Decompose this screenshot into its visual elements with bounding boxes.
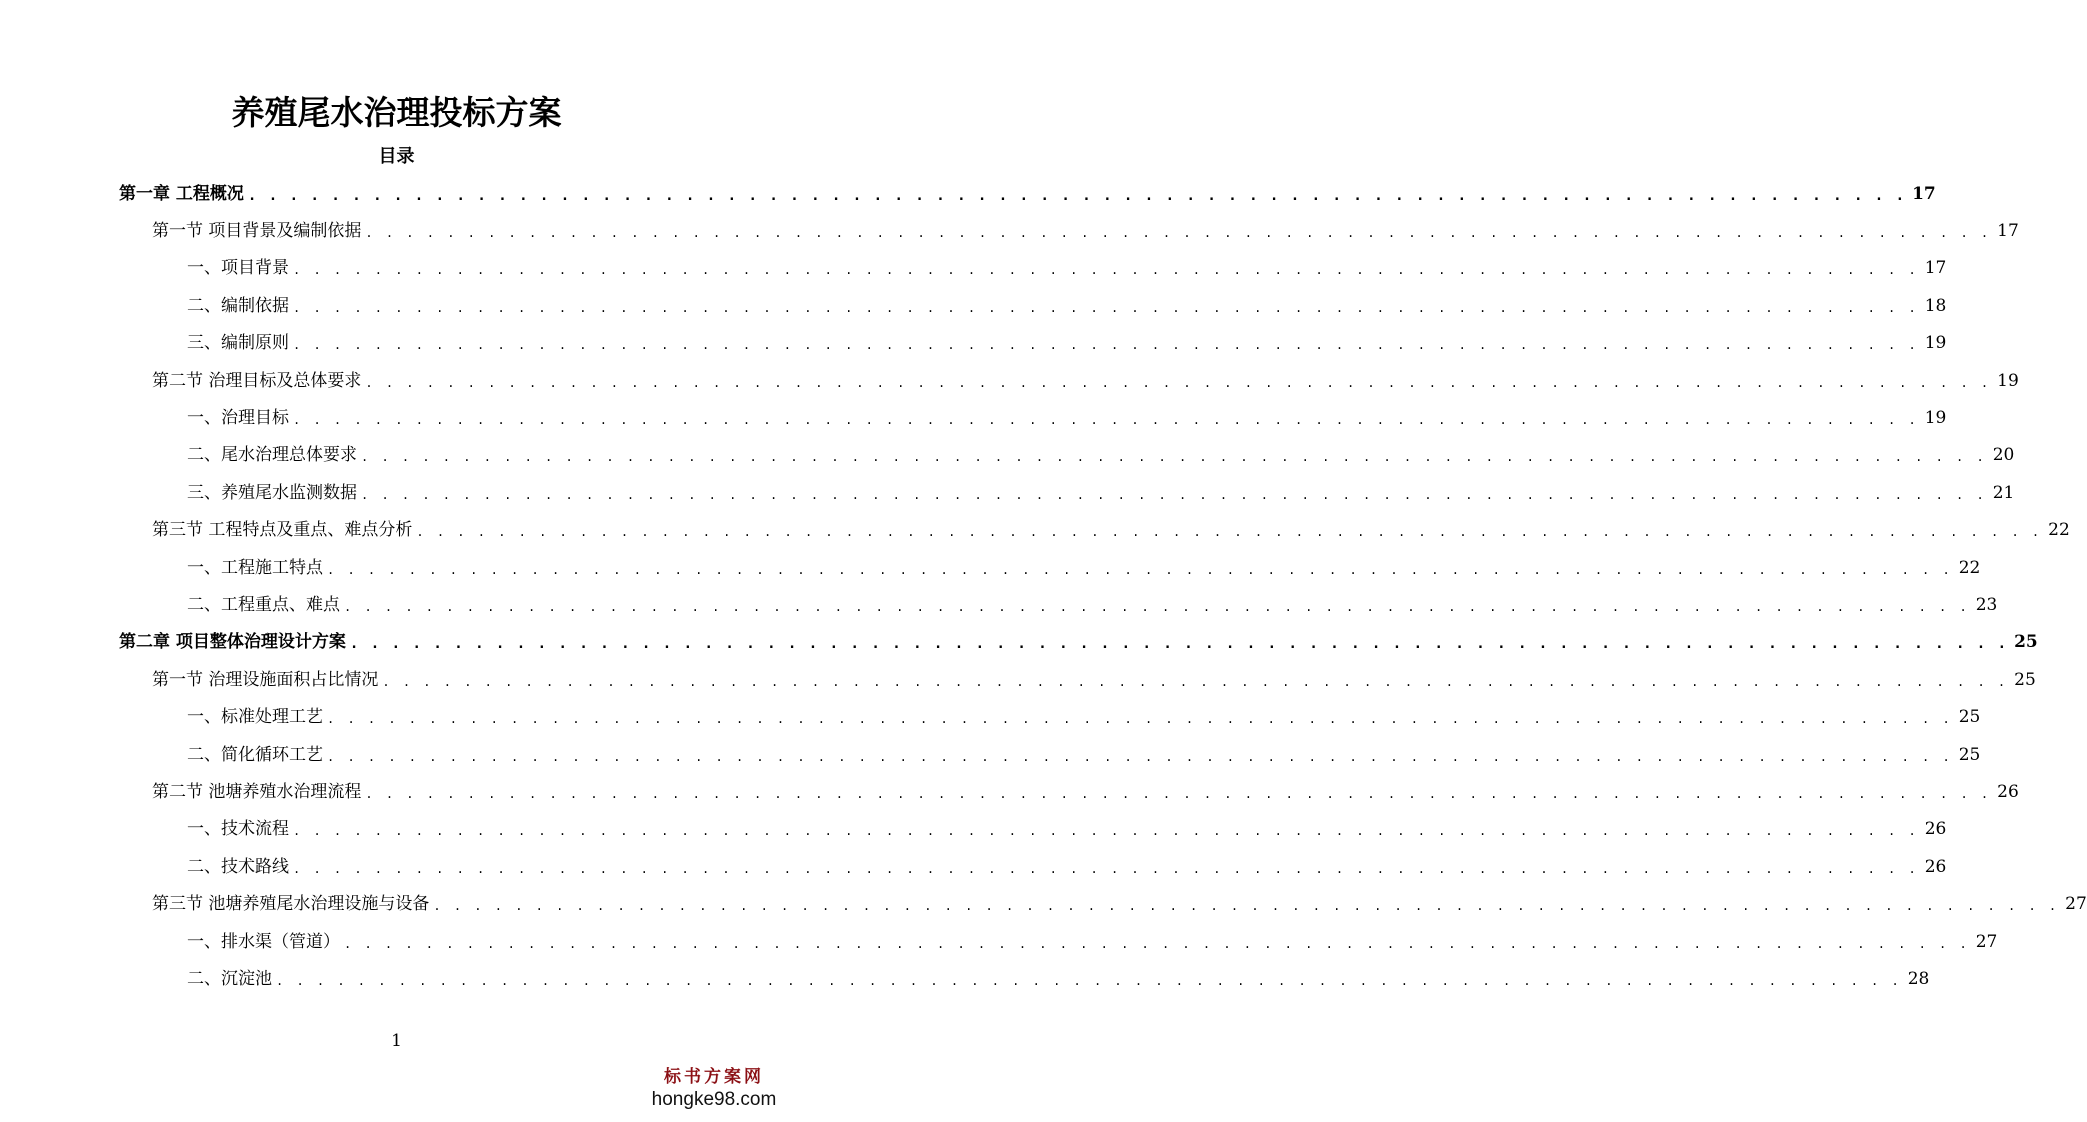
- toc-entry-label: 二、沉淀池: [187, 969, 272, 990]
- toc-leader-dots: . . . . . . . . . . . . . . . . . . . . . . . . . . . . . . . . . . . . . . . . . . . . . . . . . . . . . . . . . . . . . . . . . . . . . . . . . . . . . . . .: [293, 300, 1919, 315]
- toc-entry[interactable]: [187, 848, 1947, 885]
- toc-leader-dots: . . . . . . . . . . . . . . . . . . . . . . . . . . . . . . . . . . . . . . . . . . . . . . . . . . . . . . . . . . . . . . . . . . . . . . . . . . . . . . . .: [365, 375, 1992, 390]
- toc-entry-label: 三、编制原则: [187, 333, 289, 354]
- toc-entry[interactable]: [187, 586, 1998, 623]
- toc-leader-dots: . . . . . . . . . . . . . . . . . . . . . . . . . . . . . . . . . . . . . . . . . . . . . . . . . . . . . . . . . . . . . . . . . . . . . . . . . . . . . . . .: [293, 338, 1919, 353]
- toc-entry[interactable]: [187, 250, 1947, 287]
- toc-leader-dots: . . . . . . . . . . . . . . . . . . . . . . . . . . . . . . . . . . . . . . . . . . . . . . . . . . . . . . . . . . . . . . . . . . . . . . . . . . . . . . . .: [344, 936, 1970, 951]
- toc-entry-page: 22: [1958, 557, 1981, 578]
- toc-entry[interactable]: [187, 325, 1947, 362]
- toc-entry[interactable]: [152, 512, 2070, 549]
- toc-entry-page: 26: [1997, 782, 2019, 803]
- toc-entry[interactable]: [187, 960, 1930, 997]
- toc-entry-page: 27: [1975, 931, 1998, 952]
- toc-leader-dots: . . . . . . . . . . . . . . . . . . . . . . . . . . . . . . . . . . . . . . . . . . . . . . . . . . . . . . . . . . . . . . . . . . . . . . . . . . . . . . . .: [327, 749, 1953, 764]
- toc-entry[interactable]: [152, 661, 2036, 698]
- toc-leader-dots: . . . . . . . . . . . . . . . . . . . . . . . . . . . . . . . . . . . . . . . . . . . . . . . . . . . . . . . . . . . . . . . . . . . . . . . . . . . . . . . .: [361, 487, 1987, 502]
- toc-entry-page: 22: [2048, 520, 2070, 541]
- toc-entry-label: 第二章 项目整体治理设计方案: [119, 632, 346, 653]
- toc-entry-label: 第一节 项目背景及编制依据: [152, 221, 362, 242]
- toc-entry[interactable]: [187, 923, 1998, 960]
- toc-entry[interactable]: [187, 811, 1947, 848]
- page-number: 1: [391, 1031, 402, 1051]
- toc-leader-dots: . . . . . . . . . . . . . . . . . . . . . . . . . . . . . . . . . . . . . . . . . . . . . . . . . . . . . . . . . . . . . . . . . . . . . . . . . . . . . . . .: [293, 413, 1919, 428]
- toc-leader-dots: . . . . . . . . . . . . . . . . . . . . . . . . . . . . . . . . . . . . . . . . . . . . . . . . . . . . . . . . . . . . . . . . . . . . . . . . . . . . . . . .: [327, 562, 1953, 577]
- toc-entry-page: 18: [1924, 295, 1947, 316]
- toc-entry-label: 一、工程施工特点: [187, 557, 323, 578]
- toc-entry-label: 第二节 池塘养殖水治理流程: [152, 782, 362, 803]
- toc-leader-dots: . . . . . . . . . . . . . . . . . . . . . . . . . . . . . . . . . . . . . . . . . . . . . . . . . . . . . . . . . . . . . . . . . . . . . . . . . . . . . . . .: [361, 450, 1987, 465]
- toc-entry[interactable]: [119, 624, 2038, 661]
- toc-entry[interactable]: [119, 175, 1936, 212]
- toc-leader-dots: . . . . . . . . . . . . . . . . . . . . . . . . . . . . . . . . . . . . . . . . . . . . . . . . . . . . . . . . . . . . . . . . . . . . . . . . . . . . . . . .: [293, 263, 1919, 278]
- toc-entry-label: 一、治理目标: [187, 408, 289, 429]
- toc-entry-page: 25: [2014, 632, 2038, 653]
- document-title: 养殖尾水治理投标方案: [231, 93, 562, 132]
- toc-entry-label: 三、养殖尾水监测数据: [187, 482, 357, 503]
- toc-leader-dots: . . . . . . . . . . . . . . . . . . . . . . . . . . . . . . . . . . . . . . . . . . . . . . . . . . . . . . . . . . . . . . . . . . . . . . . . . . . . . . . .: [349, 636, 2009, 653]
- toc-entry-page: 27: [2065, 894, 2087, 915]
- toc-entry-page: 25: [1958, 744, 1981, 765]
- toc-leader-dots: . . . . . . . . . . . . . . . . . . . . . . . . . . . . . . . . . . . . . . . . . . . . . . . . . . . . . . . . . . . . . . . . . . . . . . . . . . . . . . . .: [327, 712, 1953, 727]
- toc-entry-page: 26: [1924, 819, 1947, 840]
- toc-leader-dots: . . . . . . . . . . . . . . . . . . . . . . . . . . . . . . . . . . . . . . . . . . . . . . . . . . . . . . . . . . . . . . . . . . . . . . . . . . . . . . . .: [382, 674, 2009, 689]
- toc-entry-page: 19: [1924, 333, 1947, 354]
- toc-entry[interactable]: [152, 212, 2019, 249]
- toc-entry-page: 19: [1924, 408, 1947, 429]
- toc-entry[interactable]: [152, 362, 2019, 399]
- toc-entry[interactable]: [187, 399, 1947, 436]
- toc-entry-label: 第三节 工程特点及重点、难点分析: [152, 520, 413, 541]
- toc-entry-label: 第三节 池塘养殖尾水治理设施与设备: [152, 894, 430, 915]
- toc-leader-dots: . . . . . . . . . . . . . . . . . . . . . . . . . . . . . . . . . . . . . . . . . . . . . . . . . . . . . . . . . . . . . . . . . . . . . . . . . . . . . . . .: [293, 861, 1919, 876]
- toc-entry[interactable]: [187, 474, 2015, 511]
- toc-entry[interactable]: [152, 886, 2087, 923]
- toc-entry-label: 一、项目背景: [187, 258, 289, 279]
- toc-leader-dots: . . . . . . . . . . . . . . . . . . . . . . . . . . . . . . . . . . . . . . . . . . . . . . . . . . . . . . . . . . . . . . . . . . . . . . . . . . . . . . . .: [247, 187, 1907, 204]
- toc-entry-label: 一、技术流程: [187, 819, 289, 840]
- toc-entry-label: 二、简化循环工艺: [187, 744, 323, 765]
- toc-leader-dots: . . . . . . . . . . . . . . . . . . . . . . . . . . . . . . . . . . . . . . . . . . . . . . . . . . . . . . . . . . . . . . . . . . . . . . . . . . . . . . . .: [365, 787, 1992, 802]
- watermark-logo: [649, 1066, 779, 1112]
- toc-leader-dots: . . . . . . . . . . . . . . . . . . . . . . . . . . . . . . . . . . . . . . . . . . . . . . . . . . . . . . . . . . . . . . . . . . . . . . . . . . . . . . . .: [276, 974, 1902, 989]
- toc-entry-label: 第二节 治理目标及总体要求: [152, 370, 362, 391]
- toc-entry-page: 17: [1997, 221, 2019, 242]
- toc-heading: 目录: [378, 146, 415, 167]
- toc-entry-label: 第一章 工程概况: [119, 183, 244, 204]
- toc-entry[interactable]: [187, 699, 1981, 736]
- toc-entry-page: 21: [1992, 482, 2015, 503]
- toc-entry-page: 17: [1924, 258, 1947, 279]
- toc-leader-dots: . . . . . . . . . . . . . . . . . . . . . . . . . . . . . . . . . . . . . . . . . . . . . . . . . . . . . . . . . . . . . . . . . . . . . . . . . . . . . . . .: [344, 600, 1970, 615]
- toc-entry[interactable]: [152, 773, 2019, 810]
- toc-leader-dots: . . . . . . . . . . . . . . . . . . . . . . . . . . . . . . . . . . . . . . . . . . . . . . . . . . . . . . . . . . . . . . . . . . . . . . . . . . . . . . . .: [433, 899, 2060, 914]
- toc-entry-page: 26: [1924, 856, 1947, 877]
- toc-entry-label: 一、排水渠（管道）: [187, 931, 340, 952]
- toc-entry[interactable]: [187, 549, 1981, 586]
- toc-entry-page: 28: [1907, 969, 1930, 990]
- watermark-brand: 标书方案网: [664, 1067, 764, 1087]
- toc-entry[interactable]: [187, 287, 1947, 324]
- toc-entry-label: 二、技术路线: [187, 856, 289, 877]
- toc-entry-label: 一、标准处理工艺: [187, 707, 323, 728]
- toc-entry-page: 25: [1958, 707, 1981, 728]
- toc-entry-label: 二、尾水治理总体要求: [187, 445, 357, 466]
- toc-entry[interactable]: [187, 736, 1981, 773]
- toc-leader-dots: . . . . . . . . . . . . . . . . . . . . . . . . . . . . . . . . . . . . . . . . . . . . . . . . . . . . . . . . . . . . . . . . . . . . . . . . . . . . . . . .: [365, 226, 1992, 241]
- watermark-url: hongke98.com: [651, 1089, 777, 1110]
- toc-entry-label: 二、编制依据: [187, 295, 289, 316]
- toc-entry-page: 25: [2014, 669, 2036, 690]
- toc-entry-label: 第一节 治理设施面积占比情况: [152, 669, 379, 690]
- toc-leader-dots: . . . . . . . . . . . . . . . . . . . . . . . . . . . . . . . . . . . . . . . . . . . . . . . . . . . . . . . . . . . . . . . . . . . . . . . . . . . . . . . .: [293, 824, 1919, 839]
- toc-entry-page: 17: [1912, 183, 1936, 204]
- toc-leader-dots: . . . . . . . . . . . . . . . . . . . . . . . . . . . . . . . . . . . . . . . . . . . . . . . . . . . . . . . . . . . . . . . . . . . . . . . . . . . . . . . .: [416, 525, 2043, 540]
- toc-entry-page: 19: [1997, 370, 2019, 391]
- toc-entry[interactable]: [187, 437, 2015, 474]
- toc-entry-page: 20: [1992, 445, 2015, 466]
- toc-entry-page: 23: [1975, 595, 1998, 616]
- toc-entry-label: 二、工程重点、难点: [187, 595, 340, 616]
